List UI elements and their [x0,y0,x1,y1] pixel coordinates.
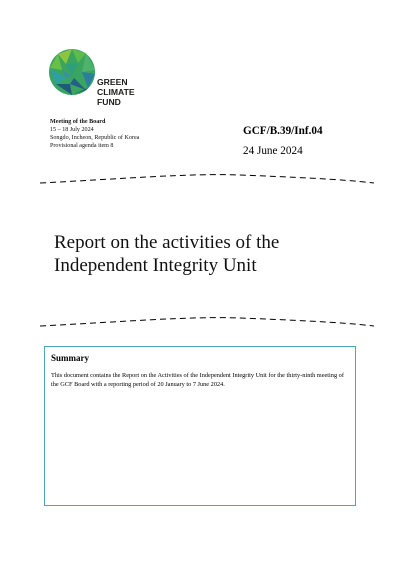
summary-heading: Summary [51,353,89,363]
logo-line-climate: CLIMATE [97,87,135,98]
document-code: GCF/B.39/Inf.04 [243,125,323,137]
bottom-divider [40,316,374,328]
logo-line-fund: FUND [97,97,121,108]
report-title [54,231,374,277]
summary-box [44,346,356,506]
gcf-logo-wordmark [97,77,135,108]
meeting-info [50,118,139,150]
top-divider [40,173,374,185]
meeting-dates: 15 – 18 July 2024 [50,127,94,134]
meeting-location: Songdo, Incheon, Republic of Korea [50,135,140,142]
document-date: 24 June 2024 [243,145,303,157]
summary-text: This document contains the Report on the Activities of the Independent Integrity Unit for the thirty-ninth meeting of the GCF Board with a reporting period of 20 January to 7 June 2024. [51,372,344,388]
agenda-item: Provisional agenda item 8 [50,143,114,150]
logo-line-green: GREEN [97,77,128,87]
document-reference [243,124,323,158]
meeting-heading: Meeting of the Board [50,119,106,125]
title-line-2: Independent Integrity Unit [54,255,257,276]
title-line-1: Report on the activities of the [54,232,280,253]
